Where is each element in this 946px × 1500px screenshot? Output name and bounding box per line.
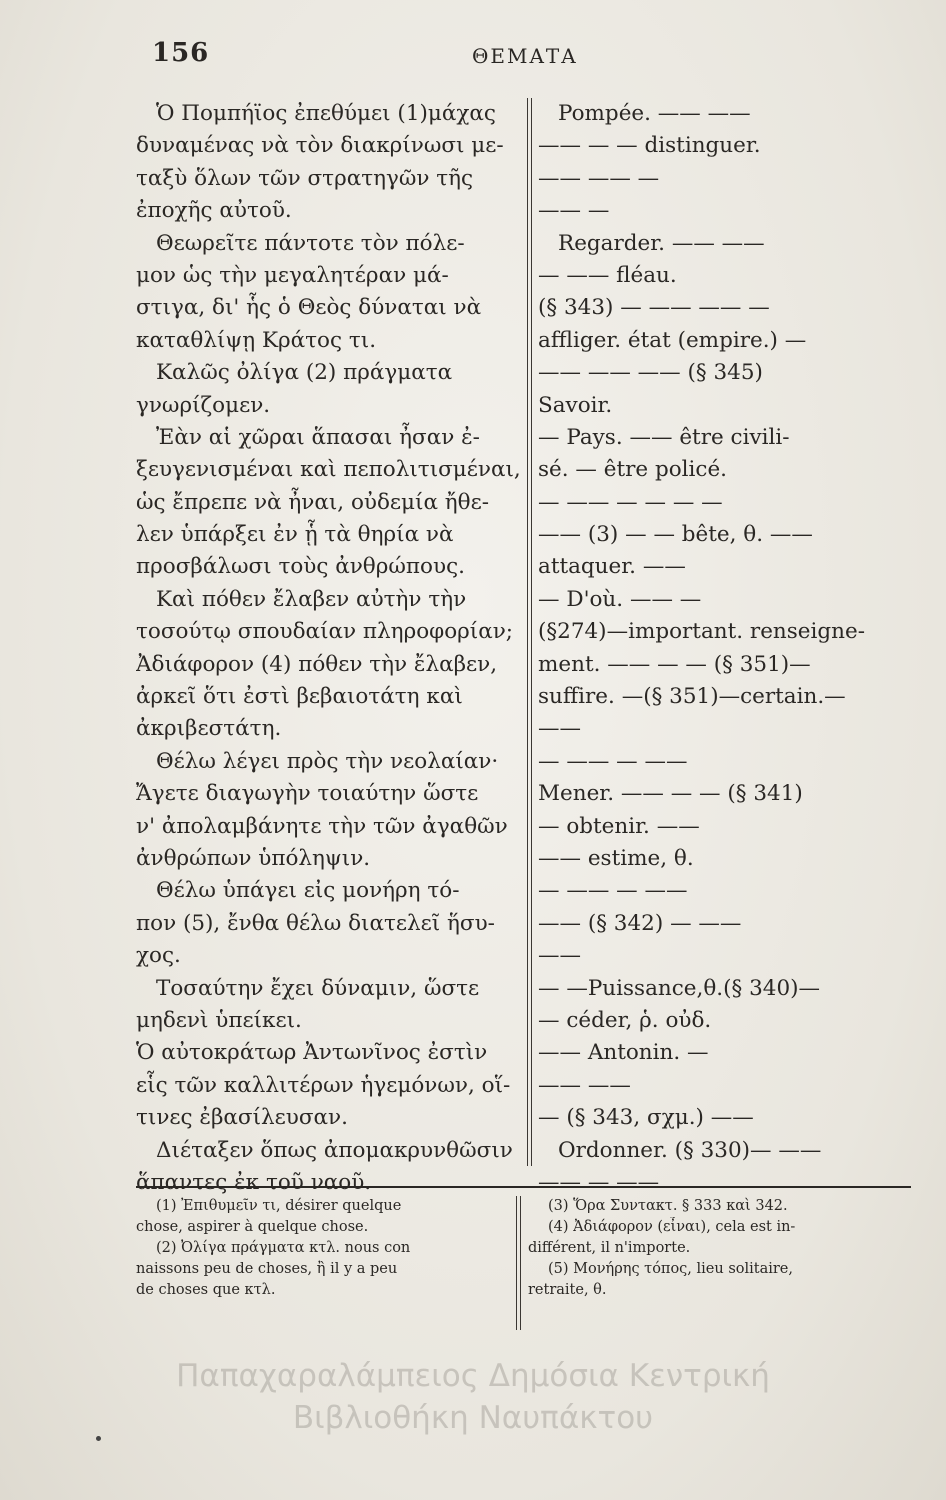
vocabulary-line: ment. —— — — (§ 351)— [538,651,811,677]
vocabulary-line: Ordonner. (§ 330)— —— [558,1137,822,1163]
column-divider [527,98,532,1166]
vocabulary-line: —— — —— [538,1169,660,1195]
greek-text-line: Ἐὰν αἱ χῶραι ἅπασαι ἦσαν ἐ- [156,424,480,450]
vocabulary-line: — —— — —— [538,878,688,904]
vocabulary-line: —— estime, θ. [538,845,694,871]
page-number: 156 [152,38,210,68]
vocabulary-line: — obtenir. —— [538,813,700,839]
running-head [152,38,792,78]
vocabulary-line: —— (3) — — bête, θ. —— [538,522,813,548]
vocabulary-line: suffire. —(§ 351)—certain.— [538,684,846,710]
vocabulary-line: — D'où. —— — [538,586,702,612]
vocabulary-line: — —— — — — — [538,489,723,515]
footnote-line: (5) Μονήρης τόπος, lieu solitaire, [548,1261,793,1277]
greek-text-line: ν' ἀπολαμβάνητε τὴν τῶν ἀγαθῶν [136,813,508,839]
greek-text-line: δυναμένας νὰ τὸν διακρίνωσι με- [136,133,504,159]
greek-text-line: Καλῶς ὀλίγα (2) πράγματα [156,360,453,386]
watermark-line: Παπαχαραλάμπειος Δημόσια Κεντρική [176,1358,770,1394]
greek-text-line: Θέλω ὑπάγει εἰς μονήρη τό- [156,878,460,904]
french-vocabulary-column [538,98,916,1199]
footnote-line: (2) Ὀλίγα πράγματα κτλ. nous con [156,1240,411,1256]
greek-text-line: Ἄγετε διαγωγὴν τοιαύτην ὥστε [136,781,479,807]
page-title: ΘΕΜΑΤΑ [472,44,578,68]
vocabulary-line: —— — [538,198,610,224]
vocabulary-line: affliger. état (empire.) — [538,327,807,353]
margin-dot [96,1436,101,1441]
greek-text-line: ὡς ἔπρεπε νὰ ἦναι, οὐδεμία ἤθε- [136,489,490,515]
vocabulary-line: — —Puissance,θ.(§ 340)— [538,975,821,1001]
greek-text-line: ταξὺ ὅλων τῶν στρατηγῶν τῆς [136,165,474,191]
vocabulary-line: (§274)—important. renseigne- [538,619,866,645]
vocabulary-line: — —— fléau. [538,262,677,288]
vocabulary-line: — —— — —— [538,748,688,774]
greek-text-line: ἀνθρώπων ὑπόληψιν. [136,845,371,871]
footnotes-left [136,1196,508,1301]
footnotes [136,1196,911,1336]
greek-text-line: Τοσαύτην ἔχει δύναμιν, ὥστε [156,975,480,1001]
vocabulary-line: (§ 343) — —— —— — [538,295,770,321]
footnote-divider [136,1186,911,1191]
library-watermark [0,1355,946,1439]
greek-text-line: Καὶ πόθεν ἔλαβεν αὐτὴν τὴν [156,586,467,612]
vocabulary-line: Mener. —— — — (§ 341) [538,781,803,807]
vocabulary-line: — Pays. —— être civili- [538,424,790,450]
vocabulary-line: Pompée. —— —— [558,101,751,126]
footnote-line: de choses que κτλ. [136,1282,276,1298]
greek-text-line: μον ὡς τὴν μεγαλητέραν μά- [136,262,449,288]
vocabulary-line: —— [538,716,581,742]
vocabulary-line: —— [538,943,581,969]
greek-text-column [136,98,522,1199]
greek-text-line: τινες ἐβασίλευσαν. [136,1105,348,1131]
greek-text-line: πον (5), ἔνθα θέλω διατελεῖ ἥσυ- [136,910,495,936]
vocabulary-line: —— —— — [538,165,660,191]
vocabulary-line: —— —— —— (§ 345) [538,360,763,386]
greek-text-line: Θέλω λέγει πρὸς τὴν νεολαίαν· [156,748,499,774]
vocabulary-line: attaquer. —— [538,554,686,580]
vocabulary-line: sé. — être policé. [538,457,728,483]
greek-text-line: ἀκριβεστάτη. [136,716,282,742]
footnote-column-divider [516,1196,521,1330]
vocabulary-line: Regarder. —— —— [558,230,765,256]
greek-text-line: Ὁ Πομπήϊος ἐπεθύμει (1)μάχας [156,101,496,126]
vocabulary-line: — céder, ῥ. οὐδ. [538,1007,712,1033]
footnote-line: (4) Ἀδιάφορον (εἶναι), cela est in- [548,1219,796,1235]
greek-text-line: Θεωρεῖτε πάντοτε τὸν πόλε- [156,230,465,256]
watermark-line: Βιβλιοθήκη Ναυπάκτου [292,1400,654,1436]
greek-text-line: χος. [136,943,181,969]
vocabulary-line: —— Antonin. — [538,1040,709,1066]
greek-text-line: εἷς τῶν καλλιτέρων ἡγεμόνων, οἵ- [136,1072,511,1098]
greek-text-line: Διέταξεν ὅπως ἀπομακρυνθῶσιν [156,1137,513,1163]
footnote-line: (1) Ἐπιθυμεῖν τι, désirer quelque [156,1198,402,1214]
text-columns [136,98,911,1195]
greek-text-line: προσβάλωσι τοὺς ἀνθρώπους. [136,554,465,580]
greek-text-line: ξευγενισμέναι καὶ πεπολιτισμέναι, [136,457,521,483]
footnotes-right [528,1196,911,1301]
greek-text-line: μηδενὶ ὑπείκει. [136,1007,302,1033]
footnote-line: (3) Ὅρα Συντακτ. § 333 καὶ 342. [548,1198,788,1214]
footnote-line: différent, il n'importe. [528,1240,691,1256]
greek-text-line: ἐποχῆς αὐτοῦ. [136,198,292,224]
greek-text-line: γνωρίζομεν. [136,392,271,418]
greek-text-line: στιγα, δι' ἧς ὁ Θεὸς δύναται νὰ [136,295,482,321]
greek-text-line: Ἀδιάφορον (4) πόθεν τὴν ἔλαβεν, [136,651,498,677]
greek-text-line: λεν ὑπάρξει ἐν ᾗ τὰ θηρία νὰ [136,522,454,548]
greek-text-line: Ὁ αὐτοκράτωρ Ἀντωνῖνος ἐστὶν [136,1040,488,1066]
footnote-line: naissons peu de choses, ἢ il y a peu [136,1261,398,1277]
vocabulary-line: — (§ 343, σχμ.) —— [538,1105,754,1131]
vocabulary-line: Savoir. [538,392,613,418]
greek-text-line: ἅπαντες ἐκ τοῦ ναοῦ. [136,1169,372,1195]
greek-text-line: καταθλίψῃ Κράτος τι. [136,327,377,353]
vocabulary-line: —— — — distinguer. [538,133,761,159]
footnote-line: chose, aspirer à quelque chose. [136,1219,369,1235]
vocabulary-line: —— —— [538,1072,631,1098]
footnote-line: retraite, θ. [528,1282,607,1298]
vocabulary-line: —— (§ 342) — —— [538,910,742,936]
greek-text-line: τοσούτῳ σπουδαίαν πληροφορίαν; [136,619,514,645]
greek-text-line: ἀρκεῖ ὅτι ἐστὶ βεβαιοτάτη καὶ [136,684,463,710]
